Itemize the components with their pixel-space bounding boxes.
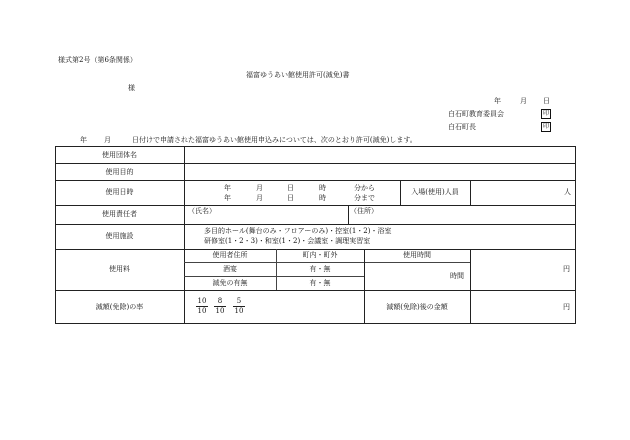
fraction-10-10[interactable] bbox=[195, 297, 209, 316]
to-hour: 時 bbox=[319, 194, 326, 202]
fraction-denominator: 10 bbox=[234, 307, 244, 315]
purpose-field[interactable] bbox=[186, 165, 574, 178]
facility-options-line2[interactable]: 研修室(1・2・3)・和室(1・2)・会議室・調理実習室 bbox=[204, 237, 371, 245]
to-minute: 分まで bbox=[354, 194, 375, 202]
fraction-8-10[interactable] bbox=[213, 297, 227, 316]
fee-alcohol-label: 酒宴 bbox=[223, 265, 237, 273]
seal-icon: 印 bbox=[542, 110, 549, 117]
facility-options-line1[interactable]: 多目的ホール(舞台のみ・フロアーのみ)・控室(1・2)・浴室 bbox=[204, 227, 392, 235]
fee-header-hours: 使用時間 bbox=[403, 251, 431, 259]
form-number: 様式第2号（第6条関係） bbox=[58, 56, 137, 64]
responsible-address-label: （住所） bbox=[350, 207, 378, 215]
attendance-unit: 人 bbox=[564, 188, 571, 196]
intro-text: 日付けで申請された福富ゆうあい館使用申込みについては、次のとおり許可(減免)します。 bbox=[132, 136, 417, 144]
responsible-name-field[interactable] bbox=[220, 207, 346, 222]
fee-header-in-out: 町内・町外 bbox=[302, 251, 338, 259]
facility-label: 使用施設 bbox=[105, 232, 134, 240]
committee-seal bbox=[538, 109, 551, 119]
from-year: 年 bbox=[224, 184, 231, 192]
mayor-seal bbox=[538, 122, 551, 132]
reduced-amount-unit: 円 bbox=[563, 303, 570, 311]
to-month: 月 bbox=[256, 194, 263, 202]
attendance-label: 入場(使用)人員 bbox=[411, 188, 459, 196]
issuer-committee-label: 白石町教育委員会 bbox=[448, 110, 504, 118]
responsible-name-label: （氏名） bbox=[188, 207, 216, 215]
fee-alcohol-choice[interactable]: 有・無 bbox=[309, 265, 331, 273]
date-year: 年 bbox=[494, 97, 501, 105]
from-minute: 分から bbox=[354, 184, 375, 192]
issuer-committee bbox=[448, 111, 504, 118]
to-day: 日 bbox=[287, 194, 294, 202]
fee-header-user-address: 使用者住所 bbox=[212, 251, 248, 259]
addressee-suffix: 様 bbox=[128, 84, 135, 92]
from-month: 月 bbox=[256, 184, 263, 192]
intro-year: 年 bbox=[80, 136, 87, 144]
reduced-amount-field[interactable] bbox=[472, 292, 574, 322]
from-hour: 時 bbox=[319, 184, 326, 192]
document-title: 福富ゆうあい館使用許可(減免)書 bbox=[246, 71, 350, 79]
fee-amount-field[interactable] bbox=[472, 251, 574, 288]
fraction-numerator: 5 bbox=[236, 297, 242, 305]
intro-month: 月 bbox=[104, 136, 111, 144]
fraction-denominator: 10 bbox=[197, 307, 207, 315]
org-name-label: 使用団体名 bbox=[102, 151, 137, 159]
date-day: 日 bbox=[543, 97, 550, 105]
fee-yen-unit: 円 bbox=[563, 265, 570, 273]
datetime-from-row[interactable] bbox=[186, 183, 398, 192]
fee-label: 使用料 bbox=[109, 265, 130, 273]
fraction-numerator: 10 bbox=[197, 297, 207, 305]
responsible-address-field[interactable] bbox=[382, 207, 574, 222]
fee-hours-unit: 時間 bbox=[450, 272, 464, 280]
seal-icon: 印 bbox=[542, 123, 549, 130]
fee-reduction-choice[interactable]: 有・無 bbox=[309, 279, 331, 287]
to-year: 年 bbox=[224, 194, 231, 202]
reduction-rate-label: 減額(免除)の率 bbox=[95, 303, 144, 311]
reduced-amount-label: 減額(免除)後の金額 bbox=[386, 303, 448, 311]
purpose-label: 使用目的 bbox=[105, 168, 134, 176]
issuer-mayor: 白石町長 bbox=[448, 123, 476, 131]
responsible-label: 使用責任者 bbox=[102, 210, 137, 218]
fraction-5-10[interactable] bbox=[232, 297, 246, 316]
datetime-to-row[interactable] bbox=[186, 193, 398, 202]
from-day: 日 bbox=[287, 184, 294, 192]
fraction-numerator: 8 bbox=[217, 297, 223, 305]
fee-reduction-label: 減免の有無 bbox=[212, 279, 248, 287]
attendance-field[interactable] bbox=[472, 182, 574, 203]
org-name-field[interactable] bbox=[186, 148, 574, 161]
fraction-denominator: 10 bbox=[215, 307, 225, 315]
date-month: 月 bbox=[520, 97, 527, 105]
datetime-label: 使用日時 bbox=[105, 188, 134, 196]
